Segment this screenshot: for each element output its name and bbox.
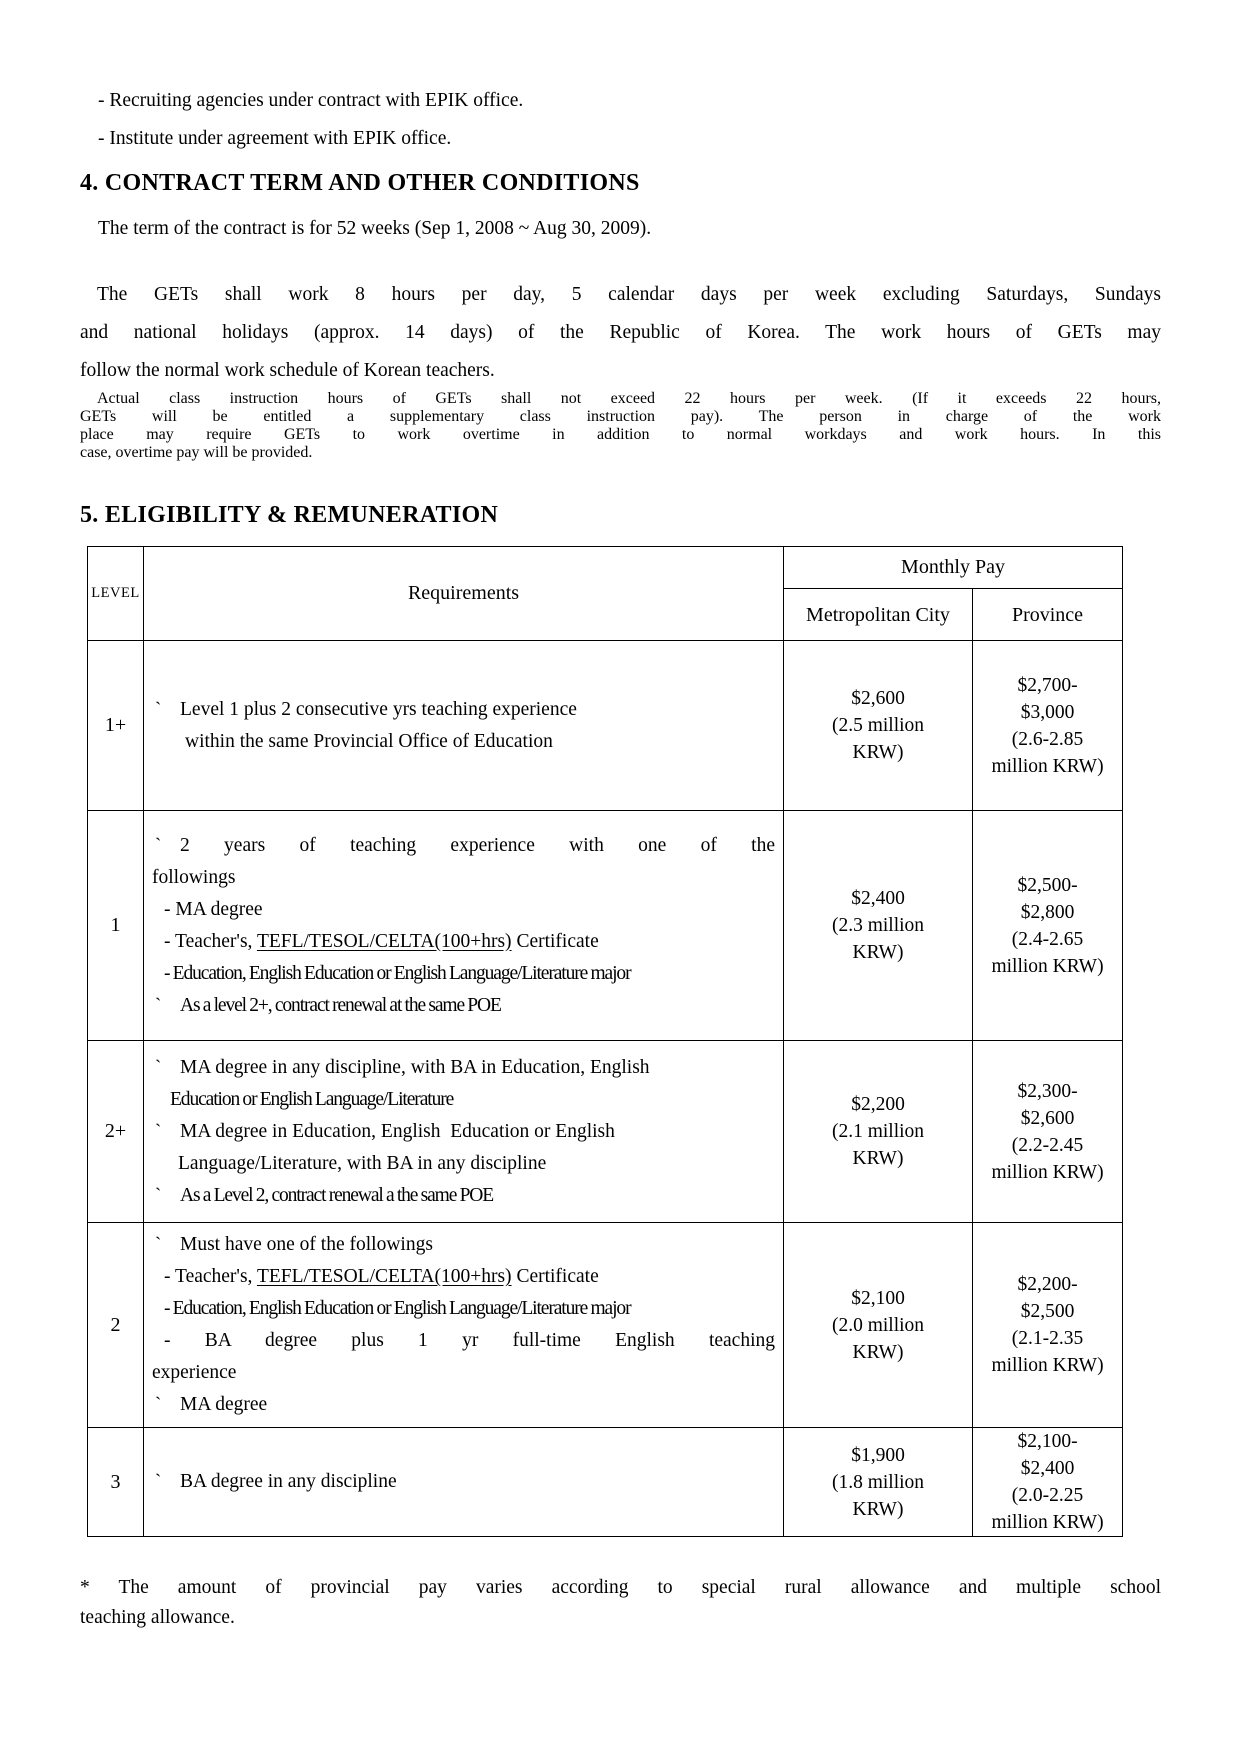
requirements-cell [144,811,784,1041]
province-pay-cell: $2,700- $3,000 (2.6-2.85 million KRW) [973,641,1123,811]
requirement-line: - MA degree [164,898,263,920]
bullet-marker: ˋ [155,698,162,720]
bullet-marker: ˋ [155,994,161,1016]
requirements-column-header: Requirements [144,547,784,641]
work-hours-paragraph [80,276,1161,390]
intro-item: - Institute under agreement with EPIK office. [98,128,452,149]
level-cell: 1 [88,811,144,1041]
metropolitan-pay-cell: $2,200 (2.1 million KRW) [784,1041,973,1223]
requirement-line: - Teacher's, TEFL/TESOL/CELTA(100+hrs) Certificate [164,1266,599,1287]
requirements-cell [144,1428,784,1537]
metropolitan-pay-cell: $1,900 (1.8 million KRW) [784,1428,973,1537]
paragraph-line: follow the normal work schedule of Korean teachers. [80,360,495,381]
requirement-line: followings [152,866,236,888]
footnote-line: * The amount of provincial pay varies according to special rural allowance and multiple school [80,1577,1161,1598]
province-pay-cell: $2,100- $2,400 (2.0-2.25 million KRW) [973,1428,1123,1537]
requirement-line: ˋ 2 years of teaching experience with one of the [150,830,777,862]
province-header: Province [973,589,1123,641]
table-row-level-2plus [88,1041,1123,1223]
monthly-pay-header: Monthly Pay [784,547,1123,589]
paragraph-line: Actual class instruction hours of GETs shall not exceed 22 hours per week. (If it exceeds 22 hours, [97,390,1161,407]
instruction-hours-paragraph [80,390,1161,462]
requirement-line: ˋ Level 1 plus 2 consecutive yrs teaching experience [150,694,777,726]
intro-item: - Recruiting agencies under contract with EPIK office. [98,90,524,111]
requirements-cell [144,1041,784,1223]
metropolitan-pay-cell: $2,100 (2.0 million KRW) [784,1223,973,1428]
level-cell: 2+ [88,1041,144,1223]
requirement-line: ˋ MA degree [150,1389,777,1421]
eligibility-table [87,546,1123,1537]
level-cell: 2 [88,1223,144,1428]
section5-heading: 5. ELIGIBILITY & REMUNERATION [80,502,499,528]
requirement-line: within the same Provincial Office of Education [185,730,553,752]
metropolitan-pay-cell: $2,400 (2.3 million KRW) [784,811,973,1041]
paragraph-line: case, overtime pay will be provided. [80,444,313,461]
requirements-cell [144,641,784,811]
province-pay-cell: $2,200- $2,500 (2.1-2.35 million KRW) [973,1223,1123,1428]
requirement-line: - Teacher's, TEFL/TESOL/CELTA(100+hrs) Certificate [164,930,599,952]
requirement-line: - BA degree plus 1 yr full-time English teaching [164,1330,775,1351]
bullet-marker: ˋ [155,834,162,856]
bullet-marker: ˋ [155,1184,161,1206]
bullet-marker: ˋ [155,1120,162,1142]
metropolitan-pay-cell: $2,600 (2.5 million KRW) [784,641,973,811]
requirement-line: ˋ MA degree in any discipline, with BA in Education, English [150,1052,777,1084]
table-row-level-3 [88,1428,1123,1537]
provincial-pay-footnote [80,1573,1161,1633]
level-column-header: LEVEL [88,547,144,641]
level-cell: 1+ [88,641,144,811]
table-row-level-1 [88,811,1123,1041]
requirement-line: ˋ As a level 2+, contract renewal at the same POE [150,990,777,1022]
requirements-cell [144,1223,784,1428]
bullet-marker: ˋ [155,1394,162,1415]
certificate-underlined-text: TEFL/TESOL/CELTA(100+hrs) [256,1266,512,1287]
certificate-underlined-text: TEFL/TESOL/CELTA(100+hrs) [256,930,512,952]
requirement-line: Education or English Language/Literature [170,1088,454,1110]
section4-heading: 4. CONTRACT TERM AND OTHER CONDITIONS [80,170,640,196]
bullet-marker: ˋ [155,1234,162,1255]
table-row-level-1plus [88,641,1123,811]
contract-term-line: The term of the contract is for 52 weeks (Sep 1, 2008 ~ Aug 30, 2009). [98,218,652,239]
requirement-line: experience [152,1362,237,1383]
requirement-line: ˋ Must have one of the followings [150,1229,777,1261]
requirement-line: - Education, English Education or English Language/Literature major [164,962,631,984]
requirement-line: - Education, English Education or English Language/Literature major [164,1298,631,1319]
paragraph-line: GETs will be entitled a supplementary class instruction pay). The person in charge of the work [80,408,1161,425]
bullet-marker: ˋ [155,1471,162,1492]
paragraph-line: place may require GETs to work overtime in addition to normal workdays and work hours. In this [80,426,1161,443]
requirement-line: ˋ MA degree in Education, English Education or English [150,1116,777,1148]
requirement-line: ˋ BA degree in any discipline [150,1466,777,1498]
table-header-row [88,547,1123,589]
table-row-level-2 [88,1223,1123,1428]
footnote-line: teaching allowance. [80,1607,235,1628]
requirement-line: Language/Literature, with BA in any discipline [178,1152,547,1174]
bullet-marker: ˋ [155,1056,162,1078]
metropolitan-city-header: Metropolitan City [784,589,973,641]
province-pay-cell: $2,300- $2,600 (2.2-2.45 million KRW) [973,1041,1123,1223]
province-pay-cell: $2,500- $2,800 (2.4-2.65 million KRW) [973,811,1123,1041]
level-cell: 3 [88,1428,144,1537]
paragraph-line: and national holidays (approx. 14 days) of the Republic of Korea. The work hours of GETs may [80,322,1161,343]
paragraph-line: The GETs shall work 8 hours per day, 5 calendar days per week excluding Saturdays, Sundays [97,284,1161,305]
requirement-line: ˋ As a Level 2, contract renewal a the same POE [150,1180,777,1212]
